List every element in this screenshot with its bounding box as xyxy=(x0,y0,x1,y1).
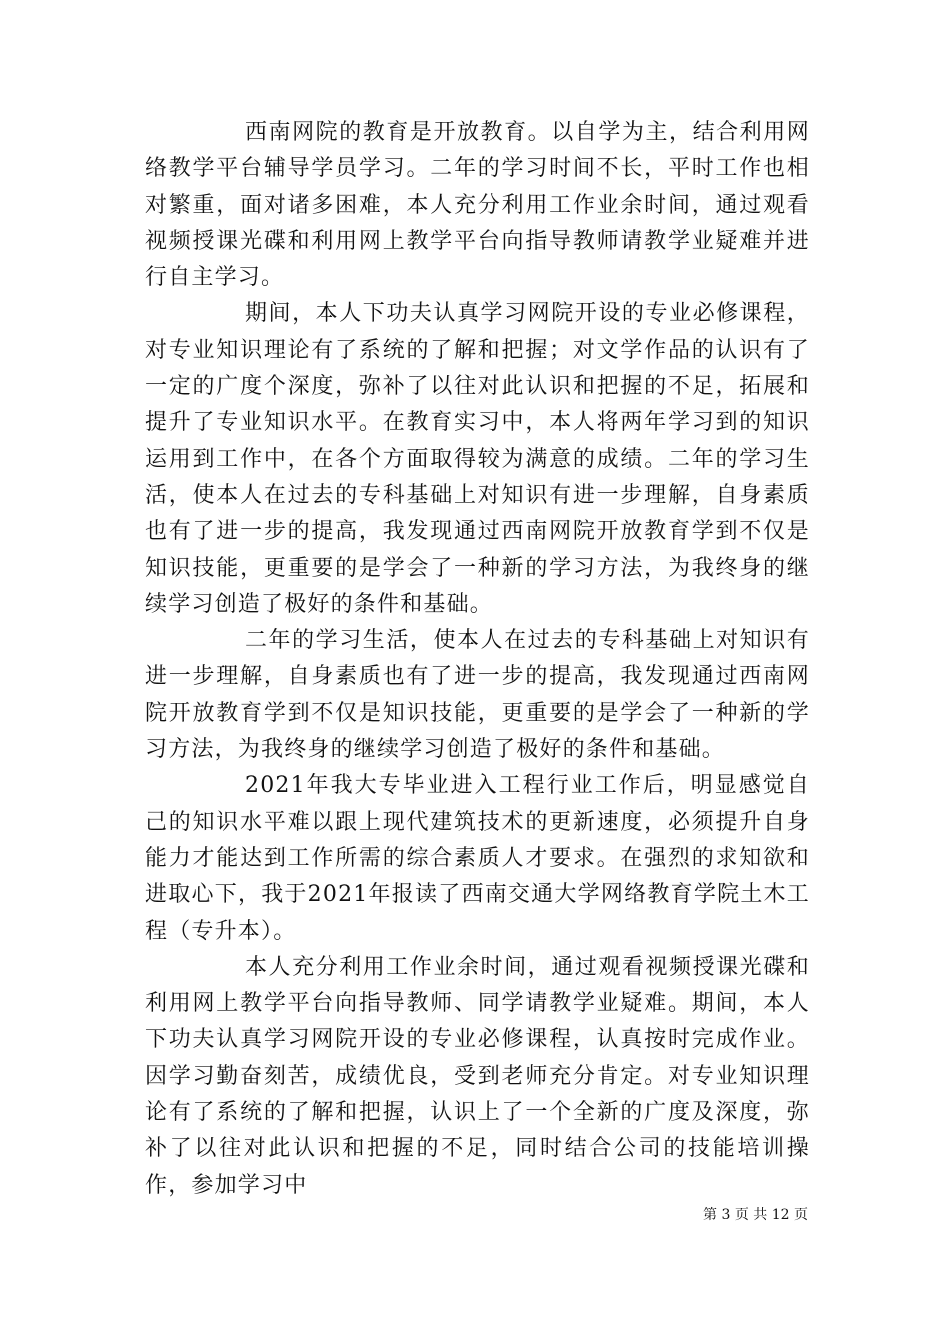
paragraph-5: 本人充分利用工作业余时间，通过观看视频授课光碟和利用网上教学平台向指导教师、同学请教学业疑难。期间，本人下功夫认真学习网院开设的专业必修课程，认真按时完成作业。因学习勤奋刻苦，成绩优良，受到老师充分肯定。对专业知识理论有了系统的了解和把握，认识上了一个全新的广度及深度，弥补了以往对此认识和把握的不足，同时结合公司的技能培训操作，参加学习中 xyxy=(145,954,810,1198)
paragraph-3: 二年的学习生活，使本人在过去的专科基础上对知识有进一步理解，自身素质也有了进一步的提高，我发现通过西南网院开放教育学到不仅是知识技能，更重要的是学会了一种新的学习方法，为我终身的继续学习创造了极好的条件和基础。 xyxy=(145,628,810,763)
document-body xyxy=(145,115,810,1204)
page-number-footer: 第 3 页 共 12 页 xyxy=(703,1207,808,1223)
paragraph-1: 西南网院的教育是开放教育。以自学为主，结合利用网络教学平台辅导学员学习。二年的学习时间不长，平时工作也相对繁重，面对诸多困难，本人充分利用工作业余时间，通过观看视频授课光碟和利用网上教学平台向指导教师请教学业疑难并进行自主学习。 xyxy=(145,120,810,291)
paragraph-2: 期间，本人下功夫认真学习网院开设的专业必修课程，对专业知识理论有了系统的了解和把握；对文学作品的认识有了一定的广度个深度，弥补了以往对此认识和把握的不足，拓展和提升了专业知识水平。在教育实习中，本人将两年学习到的知识运用到工作中，在各个方面取得较为满意的成绩。二年的学习生活，使本人在过去的专科基础上对知识有进一步理解，自身素质也有了进一步的提高，我发现通过西南网院开放教育学到不仅是知识技能，更重要的是学会了一种新的学习方法，为我终身的继续学习创造了极好的条件和基础。 xyxy=(145,301,810,617)
paragraph-4: 2021年我大专毕业进入工程行业工作后，明显感觉自己的知识水平难以跟上现代建筑技术的更新速度，必须提升自身能力才能达到工作所需的综合素质人才要求。在强烈的求知欲和进取心下，我于2021年报读了西南交通大学网络教育学院土木工程（专升本）。 xyxy=(145,773,810,944)
